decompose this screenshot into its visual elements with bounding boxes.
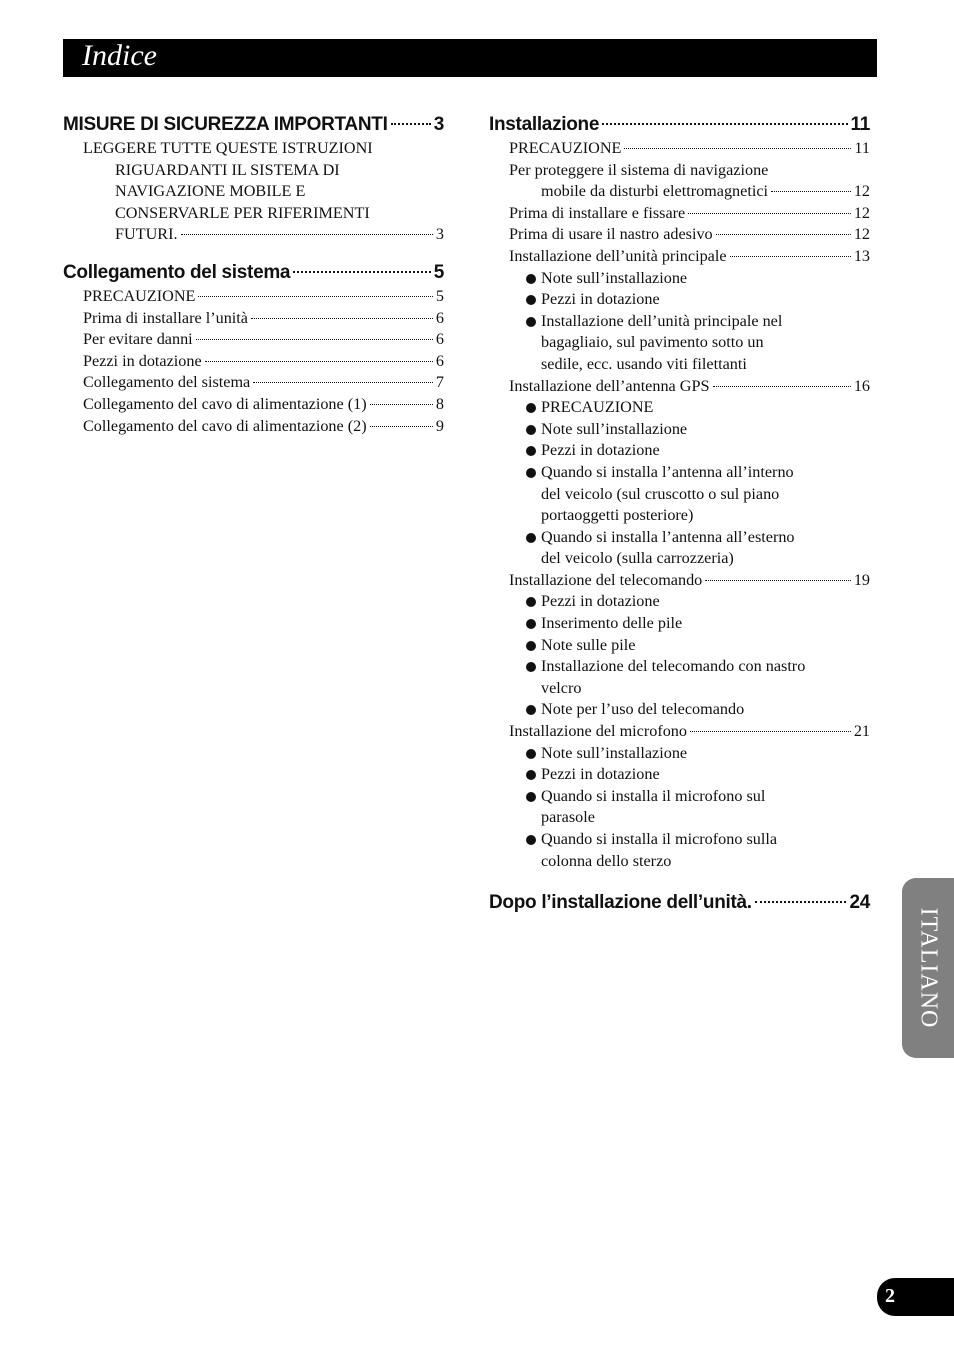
toc-section-collegamento	[63, 260, 444, 437]
language-tab: ITALIANO	[902, 878, 954, 1058]
toc-subitem[interactable]: Quando si installa l’antenna all’esterno del veicolo (sulla carrozzeria)	[489, 527, 870, 570]
leader-dots	[181, 234, 433, 235]
toc-entry[interactable]: Installazione del telecomando 19	[509, 570, 870, 589]
bullet-icon	[526, 770, 536, 780]
title-bar	[63, 39, 877, 77]
bullet-icon	[526, 295, 536, 305]
bullet-icon	[526, 533, 536, 543]
toc-entry[interactable]: Installazione dell’antenna GPS 16	[509, 376, 870, 395]
toc-subitem[interactable]: Note sull’installazione	[489, 268, 870, 290]
toc-subitem[interactable]: Note sull’installazione	[489, 419, 870, 441]
toc-subitem[interactable]: Installazione dell’unità principale nel bagagliaio, sul pavimento sotto un sedile, ecc. usando viti filettanti	[489, 311, 870, 376]
bullet-icon	[526, 662, 536, 672]
toc-section-heading[interactable]: Dopo l’installazione dell’unità. 24	[489, 892, 870, 914]
toc-subitem[interactable]: Note sull’installazione	[489, 743, 870, 765]
page-number-badge: 2	[877, 1278, 954, 1316]
toc-subitem[interactable]: Quando si installa l’antenna all’interno del veicolo (sul cruscotto o sul piano portaoggetti posteriore)	[489, 462, 870, 527]
bullet-icon	[526, 641, 536, 651]
toc-section-heading[interactable]: MISURE DI SICUREZZA IMPORTANTI 3	[63, 114, 444, 135]
toc-subitem[interactable]: Inserimento delle pile	[489, 613, 870, 635]
toc-entry[interactable]: Per evitare danni 6	[83, 330, 444, 349]
bullet-icon	[526, 705, 536, 715]
bullet-icon	[526, 403, 536, 413]
bullet-icon	[526, 749, 536, 759]
toc-subitem[interactable]: Pezzi in dotazione	[489, 440, 870, 462]
toc-section-dopo	[489, 890, 870, 916]
toc-entry[interactable]: Installazione dell’unità principale 13	[509, 246, 870, 265]
bullet-icon	[526, 274, 536, 284]
toc-subitem[interactable]: Pezzi in dotazione	[489, 289, 870, 311]
toc-subitem[interactable]: Pezzi in dotazione	[489, 764, 870, 786]
toc-subitem[interactable]: Pezzi in dotazione	[489, 591, 870, 613]
toc-subitem[interactable]: Installazione del telecomando con nastro velcro	[489, 656, 870, 699]
toc-right-column	[489, 112, 870, 924]
toc-entry[interactable]: Collegamento del cavo di alimentazione (2) 9	[83, 416, 444, 435]
toc-subitem[interactable]: Quando si installa il microfono sulla colonna dello sterzo	[489, 829, 870, 872]
bullet-icon	[526, 619, 536, 629]
bullet-icon	[526, 792, 536, 802]
toc-section-installazione	[489, 112, 870, 872]
toc-subitem[interactable]: Quando si installa il microfono sul parasole	[489, 786, 870, 829]
bullet-icon	[526, 317, 536, 327]
toc-entry[interactable]: Collegamento del cavo di alimentazione (1) 8	[83, 394, 444, 413]
toc-entry[interactable]: Prima di installare e fissare 12	[509, 203, 870, 222]
toc-section-misure	[63, 112, 444, 246]
toc-subitem[interactable]: Note sulle pile	[489, 635, 870, 657]
toc-section-heading[interactable]: Collegamento del sistema 5	[63, 261, 444, 283]
toc-subitem[interactable]: PRECAUZIONE	[489, 397, 870, 419]
toc-entry[interactable]: PRECAUZIONE 5	[83, 286, 444, 305]
bullet-icon	[526, 446, 536, 456]
toc-entry[interactable]: Collegamento del sistema 7	[83, 373, 444, 392]
toc-entry[interactable]: PRECAUZIONE 11	[509, 139, 870, 157]
bullet-icon	[526, 835, 536, 845]
bullet-icon	[526, 597, 536, 607]
toc-entry[interactable]: Prima di usare il nastro adesivo 12	[509, 225, 870, 244]
toc-entry[interactable]: Per proteggere il sistema di navigazione mobile da disturbi elettromagnetici 12	[509, 160, 870, 201]
bullet-icon	[526, 468, 536, 478]
page-title: Indice	[82, 39, 157, 72]
toc-entry[interactable]: LEGGERE TUTTE QUESTE ISTRUZIONI RIGUARDANTI IL SISTEMA DI NAVIGAZIONE MOBILE E CONSERVARLE PER RIFERIMENTI FUTURI. 3	[83, 139, 444, 244]
toc-entry[interactable]: Installazione del microfono 21	[509, 722, 870, 741]
leader-dots	[293, 271, 431, 273]
leader-dots	[755, 901, 847, 903]
leader-dots	[391, 123, 431, 125]
toc-left-column	[63, 112, 444, 445]
toc-section-heading[interactable]: Installazione 11	[489, 114, 870, 135]
toc-subitem[interactable]: Note per l’uso del telecomando	[489, 699, 870, 721]
toc-entry[interactable]: Prima di installare l’unità 6	[83, 308, 444, 327]
toc-entry[interactable]: Pezzi in dotazione 6	[83, 351, 444, 370]
bullet-icon	[526, 425, 536, 435]
leader-dots	[602, 123, 847, 125]
